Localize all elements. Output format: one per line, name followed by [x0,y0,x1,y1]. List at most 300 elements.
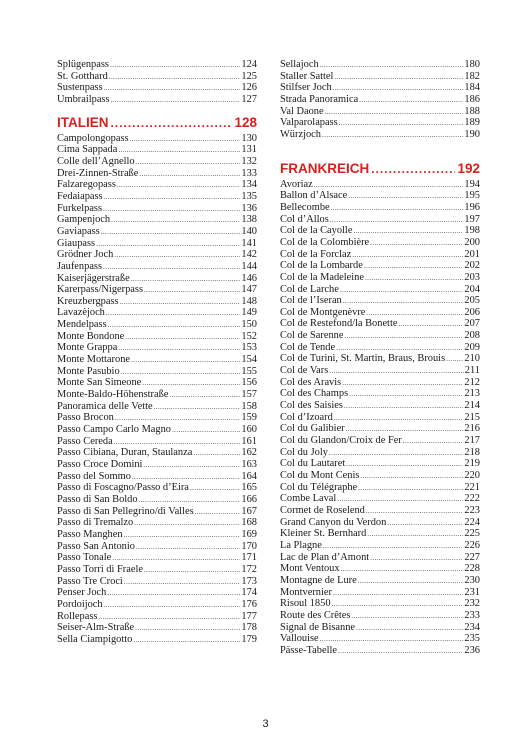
dot-leader [330,215,464,226]
entry-title: Combe Laval [280,493,337,505]
entry-title: Col des Saisies [280,400,343,412]
toc-entry [57,517,257,529]
toc-entry [57,203,257,215]
toc-entry [57,273,257,285]
entry-title: Col de Restefond/la Bonette [280,318,398,330]
toc-entry [280,400,480,412]
entry-title: Col de Larche [280,283,339,295]
toc-entry [57,307,257,319]
entry-page-number: 222 [464,493,480,505]
entry-title: Col du Joly [280,446,328,458]
dot-leader [332,599,464,610]
toc-entry [57,331,257,343]
dot-leader [132,472,241,483]
entry-page-number: 217 [464,435,480,447]
entry-title: Kaiserjägerstraße [57,272,130,284]
toc-entry [57,576,257,588]
toc-entry [57,622,257,634]
entry-page-number: 188 [464,105,480,117]
entry-page-number: 170 [241,540,257,552]
toc-entry [280,225,480,237]
dot-leader [320,60,464,71]
entry-title: Grand Canyon du Verdon [280,516,387,528]
dot-leader [339,118,464,129]
entry-title: Kreuzbergpass [57,295,119,307]
section-heading [280,161,480,177]
entry-title: Passo Tonale [57,552,112,564]
toc-entry [57,377,257,389]
entry-title: Passo Tre Croci [57,575,123,587]
entry-page-number: 178 [241,622,257,634]
entry-page-number: 204 [464,283,480,295]
entry-title: Passo Croce Domini [57,459,143,470]
entry-page-number: 134 [241,179,257,191]
toc-entry [280,645,480,657]
dot-leader [329,448,463,459]
dot-leader [131,274,241,285]
toc-entry [280,284,480,296]
toc-entry [280,575,480,587]
entry-page-number: 189 [464,117,480,129]
toc-entry [280,435,480,447]
toc-entry [57,284,257,296]
toc-list-section [57,133,257,646]
dot-leader [336,343,463,354]
toc-entry [280,552,480,564]
toc-entry [57,82,257,94]
entry-title: Avoriaz [280,178,313,190]
entry-page-number: 232 [464,598,480,610]
entry-page-number: 197 [464,213,480,225]
dot-leader [133,635,240,646]
entry-title: Monte Grappa [57,342,118,354]
toc-entry [57,226,257,238]
entry-page-number: 157 [241,389,257,401]
toc-entry [57,179,257,191]
toc-entry [57,599,257,611]
toc-entry [280,622,480,634]
entry-title: Passo di San Boldo [57,493,138,505]
toc-entry [280,528,480,540]
dot-leader [111,215,240,226]
toc-entry [57,529,257,541]
entry-page-number: 159 [241,412,257,424]
dot-leader [172,425,240,436]
toc-entry [57,459,257,471]
toc-entry [57,447,257,459]
dot-leader [314,180,464,191]
entry-page-number: 213 [464,388,480,400]
dot-leader [130,134,241,145]
entry-page-number: 163 [241,459,257,470]
entry-page-number: 220 [464,470,480,481]
entry-page-number: 205 [464,295,480,307]
entry-page-number: 227 [464,551,480,563]
toc-entry [280,598,480,610]
toc-entry [280,505,480,517]
entry-page-number: 133 [241,167,257,179]
entry-page-number: 215 [464,411,480,423]
entry-title: Karerpass/Nigerpass [57,284,143,296]
dot-leader [142,378,240,389]
toc-entry [57,342,257,354]
toc-entry [280,458,480,470]
entry-page-number: 160 [241,424,257,436]
entry-title: Monte Pasubio [57,365,120,377]
entry-page-number: 136 [241,202,257,214]
entry-page-number: 210 [464,353,480,365]
entry-title: Passo di San Pellegrino/di Valles [57,505,194,517]
entry-title: Mont Ventoux [280,563,340,575]
toc-entry [280,249,480,261]
toc-entry [280,540,480,552]
toc-entry [57,412,257,424]
toc-entry [57,156,257,168]
section-page: 128 [234,114,257,130]
entry-page-number: 124 [241,59,257,70]
dot-leader [101,227,241,238]
entry-title: Col de la Madeleine [280,271,364,283]
entry-page-number: 144 [241,260,257,272]
entry-page-number: 169 [241,528,257,540]
entry-page-number: 236 [464,644,480,656]
entry-title: Passo Brocon [57,412,114,424]
toc-entry [280,71,480,83]
entry-page-number: 221 [464,481,480,493]
entry-title: Mendelpass [57,319,107,331]
dot-leader [111,95,241,106]
dot-leader [329,366,464,377]
entry-page-number: 131 [241,144,257,156]
dot-leader [103,262,240,273]
entry-title: Col des Aravis [280,376,342,388]
entry-title: Monte Mottarone [57,354,131,366]
toc-entry [280,377,480,389]
toc-list-top [280,59,480,141]
dot-leader [358,483,463,494]
toc-entry [280,260,480,272]
toc-entry [280,272,480,284]
dot-leader [353,226,463,237]
entry-title: Col de Vars [280,365,329,377]
dot-leader [193,448,240,459]
toc-entry [280,493,480,505]
entry-title: Cima Sappada [57,144,118,156]
toc-entry [280,179,480,191]
entry-page-number: 176 [241,598,257,610]
entry-title: Risoul 1850 [280,598,331,610]
entry-page-number: 132 [241,155,257,167]
entry-title: Col de Turini, St. Martin, Braus, Brouis [280,353,446,365]
dot-leader [322,130,463,141]
entry-page-number: 202 [464,260,480,272]
entry-title: Stilfser Joch [280,82,332,94]
section-title: ITALIEN [57,114,109,130]
entry-page-number: 211 [464,365,480,377]
toc-entry [280,82,480,94]
entry-title: Pordoijoch [57,598,103,610]
entry-page-number: 174 [241,587,257,599]
entry-page-number: 235 [464,633,480,645]
entry-page-number: 180 [464,59,480,70]
entry-title: Col du Mont Cenis [280,470,360,481]
toc-entry [280,190,480,202]
toc-entry [280,94,480,106]
entry-page-number: 234 [464,621,480,633]
entry-page-number: 225 [464,528,480,540]
toc-entry [57,249,257,261]
entry-title: Drei-Zinnen-Straße [57,167,139,179]
entry-page-number: 148 [241,295,257,307]
entry-page-number: 146 [241,272,257,284]
entry-page-number: 138 [241,214,257,226]
dot-leader [195,507,241,518]
entry-title: Monte-Baldo-Höhenstraße [57,389,169,401]
entry-title: Passo Cereda [57,435,113,447]
dot-leader [343,296,464,307]
entry-page-number: 154 [241,354,257,366]
dot-leader [352,250,463,261]
entry-title: Pässe-Tabelle [280,644,337,656]
entry-title: Grödner Joch [57,249,114,261]
entry-page-number: 161 [241,435,257,447]
entry-title: Col d’Izoard [280,411,333,423]
toc-entry [57,506,257,518]
entry-title: Gaviapass [57,225,100,237]
entry-page-number: 223 [464,504,480,516]
toc-entry [57,296,257,308]
dot-leader [143,460,240,471]
dot-leader [111,115,233,131]
entry-page-number: 233 [464,609,480,621]
toc-list-top [57,59,257,106]
dot-leader [367,529,463,540]
toc-entry [280,563,480,575]
toc-entry [280,307,480,319]
entry-page-number: 224 [464,516,480,528]
dot-leader [366,308,463,319]
toc-entry [57,133,257,145]
entry-title: Umbrailpass [57,93,110,105]
entry-page-number: 196 [464,201,480,213]
entry-page-number: 206 [464,306,480,318]
entry-page-number: 228 [464,563,480,575]
toc-entry [280,412,480,424]
section-heading [57,115,257,131]
toc-entry [57,482,257,494]
toc-entry [280,447,480,459]
dot-leader [351,611,463,622]
toc-entry [57,611,257,623]
dot-leader [136,542,240,553]
toc-entry [280,423,480,435]
dot-leader [342,378,463,389]
entry-page-number: 140 [241,225,257,237]
dot-leader [364,261,464,272]
toc-entry [57,71,257,83]
dot-leader [403,436,464,447]
dot-leader [117,180,241,191]
entry-page-number: 207 [464,318,480,330]
dot-leader [124,577,241,588]
entry-title: La Plagne [280,539,322,551]
entry-title: Panoramica delle Vette [57,400,153,412]
entry-title: Col de l’Iseran [280,295,342,307]
entry-page-number: 179 [241,633,257,645]
page-number: 3 [262,718,269,730]
entry-title: Col de la Cayolle [280,225,353,237]
entry-title: Monte Bondone [57,330,125,342]
toc-entry [57,59,257,71]
toc-entry [57,541,257,553]
entry-page-number: 168 [241,517,257,529]
entry-title: Montagne de Lure [280,574,357,586]
dot-leader [112,553,240,564]
entry-title: Staller Sattel [280,70,334,82]
dot-leader [125,332,240,343]
entry-page-number: 152 [241,330,257,342]
entry-title: Col de Tende [280,341,336,353]
dot-leader [358,576,464,587]
entry-title: Passo di Foscagno/Passo d’Eira [57,482,189,494]
dot-leader [107,588,240,599]
toc-entry [57,214,257,226]
entry-page-number: 212 [464,376,480,388]
dot-leader [360,471,463,482]
entry-page-number: 141 [241,237,257,249]
entry-page-number: 194 [464,178,480,190]
toc-entry [280,129,480,141]
entry-title: Passo Torri di Fraele [57,563,143,575]
toc-entry [57,319,257,331]
dot-leader [366,506,464,517]
entry-title: Campolongopass [57,132,129,144]
dot-leader [118,145,240,156]
toc-entry [280,106,480,118]
entry-page-number: 216 [464,423,480,435]
section-page: 192 [457,160,480,176]
toc-entry [57,261,257,273]
dot-leader [118,343,240,354]
dot-leader [104,600,241,611]
toc-entry [57,238,257,250]
entry-title: Col du Galibier [280,423,345,435]
entry-page-number: 130 [241,132,257,144]
dot-leader [139,169,240,180]
entry-page-number: 219 [464,458,480,470]
toc-entry [280,482,480,494]
entry-page-number: 142 [241,249,257,261]
entry-page-number: 171 [241,552,257,564]
entry-page-number: 209 [464,341,480,353]
dot-leader [120,297,241,308]
toc-entry [57,144,257,156]
toc-entry [280,295,480,307]
entry-page-number: 127 [241,93,257,105]
dot-leader [446,354,463,365]
dot-leader [331,203,464,214]
entry-title: Col d’Allos [280,213,329,225]
entry-page-number: 126 [241,82,257,94]
entry-page-number: 201 [464,248,480,260]
dot-leader [346,459,463,470]
dot-leader [98,612,240,623]
entry-title: Furkelpass [57,202,103,214]
entry-title: Col du Lautaret [280,458,346,470]
toc-entry [280,610,480,622]
dot-leader [131,355,240,366]
toc-entry [57,389,257,401]
toc-column-right [280,59,480,657]
entry-title: Lavazèjoch [57,307,105,319]
entry-page-number: 125 [241,70,257,82]
entry-page-number: 184 [464,82,480,94]
dot-leader [337,494,463,505]
entry-title: Penser Joch [57,587,107,599]
entry-title: Passo Campo Carlo Magno [57,424,172,436]
entry-title: Col de la Forclaz [280,248,352,260]
entry-page-number: 231 [464,586,480,598]
entry-page-number: 198 [464,225,480,237]
entry-title: Passo San Antonio [57,540,135,552]
entry-page-number: 218 [464,446,480,458]
entry-page-number: 147 [241,284,257,296]
toc-entry [57,587,257,599]
dot-leader [96,239,240,250]
toc-entry [280,202,480,214]
entry-title: Passo di Tremalzo [57,517,134,529]
dot-leader [104,83,241,94]
toc-entry [280,633,480,645]
dot-leader [135,623,240,634]
entry-page-number: 172 [241,563,257,575]
entry-title: Ballon d’Alsace [280,190,348,202]
toc-entry [280,388,480,400]
dot-leader [114,250,240,261]
entry-title: Colle dell’Agnello [57,155,135,167]
dot-leader [341,564,464,575]
dot-leader [190,483,241,494]
dot-leader [109,72,241,83]
entry-title: Gampenjoch [57,214,111,226]
toc-entry [57,494,257,506]
entry-page-number: 214 [464,400,480,412]
dot-leader [134,518,240,529]
entry-title: Lac de Plan d’Amont [280,551,370,563]
toc-entry [57,94,257,106]
entry-title: Passo Cibiana, Duran, Staulanza [57,447,193,459]
dot-leader [106,308,241,319]
toc-entry [280,237,480,249]
dot-leader [365,273,463,284]
toc-entry [57,424,257,436]
dot-leader [359,95,463,106]
toc-entry [57,401,257,413]
dot-leader [108,320,241,331]
dot-leader [320,634,464,645]
entry-page-number: 166 [241,493,257,505]
toc-entry [57,191,257,203]
dot-leader [370,553,463,564]
toc-entry [280,470,480,482]
dot-leader [370,238,463,249]
entry-title: Val Daone [280,105,324,117]
entry-page-number: 153 [241,342,257,354]
toc-entry [280,342,480,354]
entry-page-number: 186 [464,93,480,105]
toc-entry [280,59,480,71]
entry-title: Sustenpass [57,82,103,94]
